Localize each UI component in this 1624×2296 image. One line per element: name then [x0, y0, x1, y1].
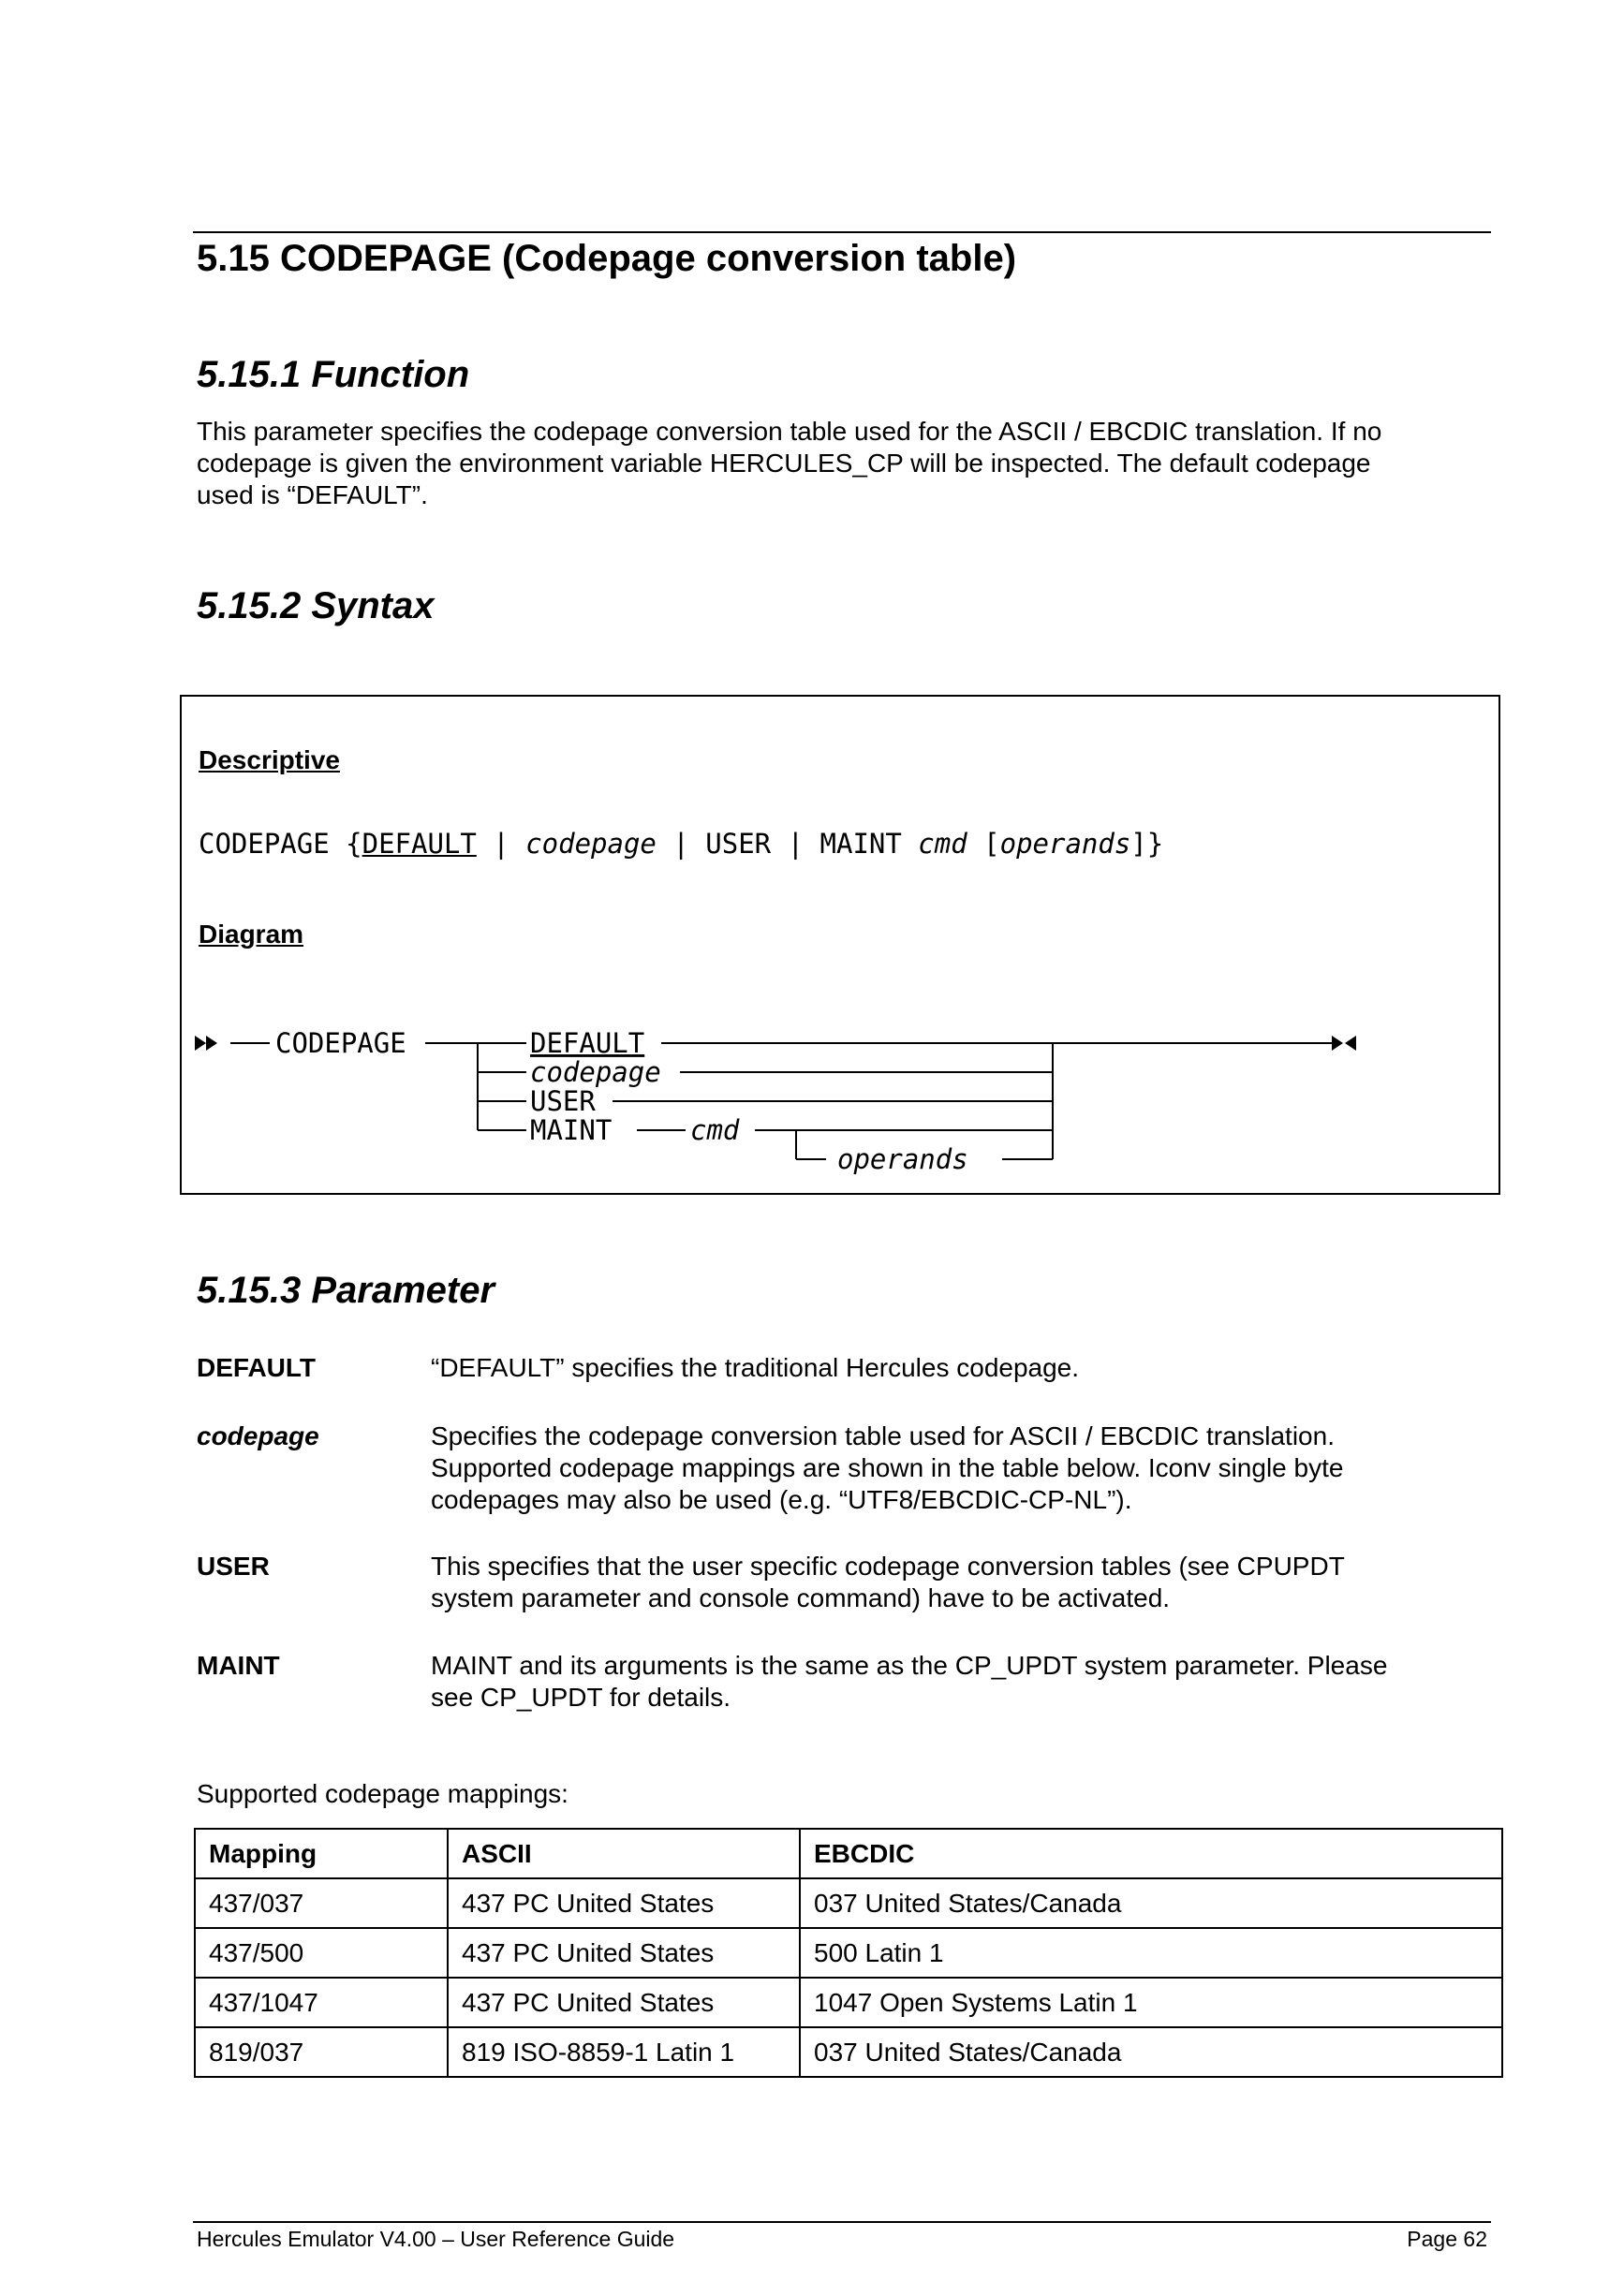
syntax-heading: 5.15.2 Syntax — [197, 585, 435, 626]
syntax-codepage: codepage — [525, 828, 657, 860]
param-description — [431, 1551, 1499, 1614]
table-row — [195, 2027, 1502, 2077]
codepage-mappings-table — [194, 1828, 1503, 2078]
function-heading: 5.15.1 Function — [197, 354, 470, 395]
descriptive-syntax — [199, 828, 1163, 860]
table-cell: 037 United States/Canada — [800, 1878, 1502, 1928]
diagram-operands: operands — [837, 1143, 968, 1175]
param-description-line: codepages may also be used (e.g. “UTF8/EBCDIC-CP-NL”). — [431, 1485, 1132, 1514]
column-header: EBCDIC — [800, 1829, 1502, 1878]
table-header-row — [195, 1829, 1502, 1878]
param-description-line: Specifies the codepage conversion table used for ASCII / EBCDIC translation. — [431, 1421, 1335, 1450]
syntax-close: ]} — [1130, 828, 1164, 860]
paragraph-line: used is “DEFAULT”. — [197, 480, 428, 509]
diagram-maint: MAINT — [530, 1114, 613, 1146]
param-name: DEFAULT — [197, 1353, 317, 1382]
param-name: codepage — [197, 1421, 319, 1450]
table-cell: 037 United States/Canada — [800, 2027, 1502, 2077]
table-cell: 437 PC United States — [448, 1878, 800, 1928]
footer-title: Hercules Emulator V4.00 – User Reference Guide — [197, 2227, 675, 2251]
parameter-heading: 5.15.3 Parameter — [197, 1270, 495, 1311]
table-cell: 437/500 — [195, 1928, 448, 1978]
syntax-maint: MAINT — [819, 828, 919, 860]
mappings-caption: Supported codepage mappings: — [197, 1779, 568, 1808]
param-description — [431, 1420, 1499, 1516]
paragraph-line: codepage is given the environment variable HERCULES_CP will be inspected. The default codepage — [197, 449, 1371, 478]
syntax-separator: | — [656, 828, 706, 860]
table-cell: 819/037 — [195, 2027, 448, 2077]
diagram-codepage-keyword: CODEPAGE — [275, 1027, 406, 1059]
railroad-svg — [182, 996, 1493, 1184]
param-description-line: MAINT and its arguments is the same as the CP_UPDT system parameter. Please — [431, 1651, 1388, 1680]
syntax-brace-open: { — [329, 828, 362, 860]
syntax-cmd: cmd — [918, 828, 967, 860]
param-description-line: This specifies that the user specific codepage conversion tables (see CPUPDT — [431, 1552, 1345, 1581]
syntax-separator: | — [476, 828, 526, 860]
railroad-diagram — [182, 996, 1493, 1188]
descriptive-label: Descriptive — [199, 745, 340, 774]
diagram-codepage: codepage — [530, 1056, 661, 1088]
syntax-box — [180, 695, 1500, 1195]
param-description-line: see CP_UPDT for details. — [431, 1683, 731, 1712]
table-row — [195, 1978, 1502, 2027]
table-cell: 500 Latin 1 — [800, 1928, 1502, 1978]
table-cell: 819 ISO-8859-1 Latin 1 — [448, 2027, 800, 2077]
table-cell: 437/037 — [195, 1878, 448, 1928]
param-name: USER — [197, 1552, 270, 1581]
function-paragraph — [197, 416, 1508, 511]
param-description-line: system parameter and console command) have to be activated. — [431, 1583, 1171, 1612]
table-row — [195, 1878, 1502, 1928]
syntax-default: DEFAULT — [362, 828, 477, 860]
table-cell: 1047 Open Systems Latin 1 — [800, 1978, 1502, 2027]
diagram-label: Diagram — [199, 920, 304, 949]
syntax-operands: operands — [999, 828, 1131, 860]
param-name: MAINT — [197, 1651, 280, 1680]
page-number: Page 62 — [1407, 2227, 1487, 2251]
table-cell: 437/1047 — [195, 1978, 448, 2027]
diagram-user: USER — [530, 1085, 596, 1117]
diagram-default: DEFAULT — [530, 1027, 645, 1059]
table-cell: 437 PC United States — [448, 1978, 800, 2027]
table-row — [195, 1928, 1502, 1978]
param-description-line: Supported codepage mappings are shown in the table below. Iconv single byte — [431, 1453, 1344, 1482]
footer-rule — [193, 2221, 1491, 2223]
syntax-separator: | — [771, 828, 820, 860]
param-description-line: “DEFAULT” specifies the traditional Hercules codepage. — [431, 1353, 1080, 1382]
syntax-bracket-open: [ — [967, 828, 1000, 860]
top-rule — [193, 231, 1491, 233]
syntax-keyword: CODEPAGE — [199, 828, 330, 860]
diagram-cmd: cmd — [690, 1114, 740, 1146]
column-header: Mapping — [195, 1829, 448, 1878]
section-heading: 5.15 CODEPAGE (Codepage conversion table) — [197, 238, 1017, 279]
table-cell: 437 PC United States — [448, 1928, 800, 1978]
syntax-user: USER — [705, 828, 772, 860]
param-description — [431, 1352, 1499, 1384]
column-header: ASCII — [448, 1829, 800, 1878]
paragraph-line: This parameter specifies the codepage conversion table used for the ASCII / EBCDIC translation. If no — [197, 417, 1382, 446]
param-description — [431, 1650, 1499, 1714]
